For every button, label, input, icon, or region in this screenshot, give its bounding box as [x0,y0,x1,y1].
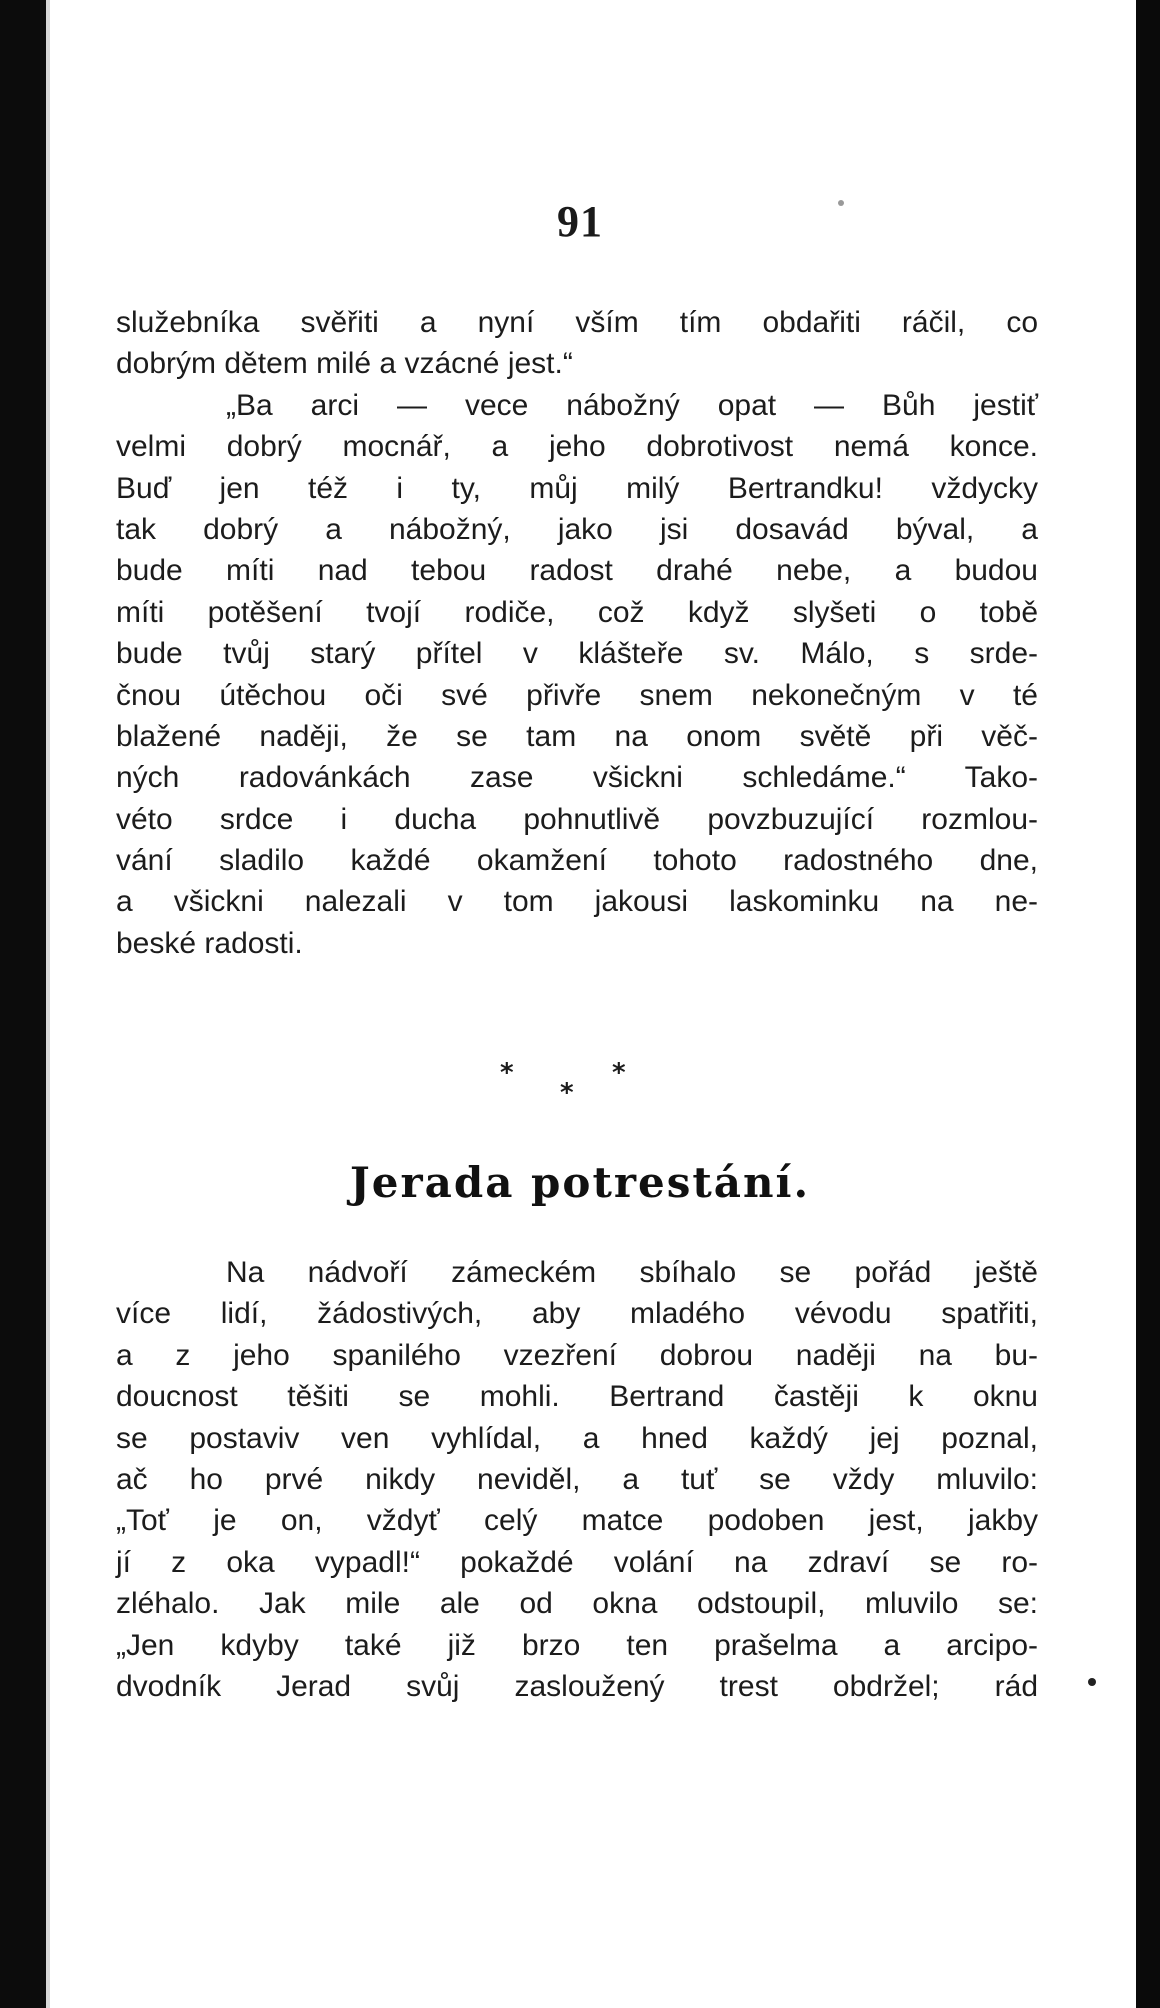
scan-left-border [0,0,46,2008]
text-line: doucnost těšiti se mohli. Bertrand častěji k oknu [116,1380,1038,1414]
paragraph-1 [116,302,1038,964]
text-line: a všickni nalezali v tom jakousi laskominku na ne- [116,885,1038,919]
text-line: Na nádvoří zámeckém sbíhalo se pořád ještě [226,1256,1038,1289]
text-line: ač ho prvé nikdy neviděl, a tuť se vždy mluvilo: [116,1462,1038,1496]
text-line: „Jen kdyby také již brzo ten prašelma a arcipo- [116,1628,1038,1662]
text-line: více lidí, žádostivých, aby mladého vévodu spatřiti, [116,1297,1038,1331]
separator-star: * [612,1058,626,1088]
scan-speck [1088,1678,1096,1686]
text-line: čnou útěchou oči své přivře snem nekonečným v té [116,678,1038,712]
text-line: tak dobrý a nábožný, jako jsi dosavád býval, a [116,512,1038,546]
text-line: bude tvůj starý přítel v klášteře sv. Málo, s srde- [116,637,1038,671]
text-line: bude míti nad tebou radost drahé nebe, a budou [116,554,1038,588]
separator-star: * [560,1078,574,1108]
text-line: dobrým dětem milé a vzácné jest.“ [116,347,573,381]
section-heading: Jerada potrestání. [349,1158,811,1207]
text-line: véto srdce i ducha pohnutlivě povzbuzující rozmlou- [116,802,1038,836]
text-line: blažené naději, že se tam na onom světě při věč- [116,719,1038,753]
text-line: „Toť je on, vždyť celý matce podoben jest, jakby [116,1504,1038,1538]
scan-page-edge [46,0,50,2008]
text-line: jí z oka vypadl!“ pokaždé volání na zdraví se ro- [116,1545,1038,1579]
text-line: Buď jen též i ty, můj milý Bertrandku! vždycky [116,471,1038,505]
separator-star: * [500,1058,514,1088]
text-line: míti potěšení tvojí rodiče, což když slyšeti o tobě [116,595,1038,629]
text-line: a z jeho spanilého vzezření dobrou naději na bu- [116,1338,1038,1372]
text-line: zléhalo. Jak mile ale od okna odstoupil, mluvilo se: [116,1587,1038,1621]
text-line: vání sladilo každé okamžení tohoto radostného dne, [116,844,1038,878]
text-line: „Ba arci — vece nábožný opat — Bůh jestiť [226,388,1038,422]
text-line: dvodník Jerad svůj zasloužený trest obdržel; rád [116,1669,1038,1703]
text-line: velmi dobrý mocnář, a jeho dobrotivost nemá konce. [116,430,1038,464]
paragraph-2 [116,1252,1038,1707]
text-line: ných radovánkách zase všickni schledáme.“ Tako- [116,761,1038,795]
text-line: beské radosti. [116,926,303,960]
text-line: služebníka svěřiti a nyní vším tím obdařiti ráčil, co [116,306,1038,339]
section-separator [500,1058,640,1118]
page-number: 91 [557,197,603,246]
text-line: se postaviv ven vyhlídal, a hned každý jej poznal, [116,1421,1038,1455]
scan-right-border [1136,0,1160,2008]
